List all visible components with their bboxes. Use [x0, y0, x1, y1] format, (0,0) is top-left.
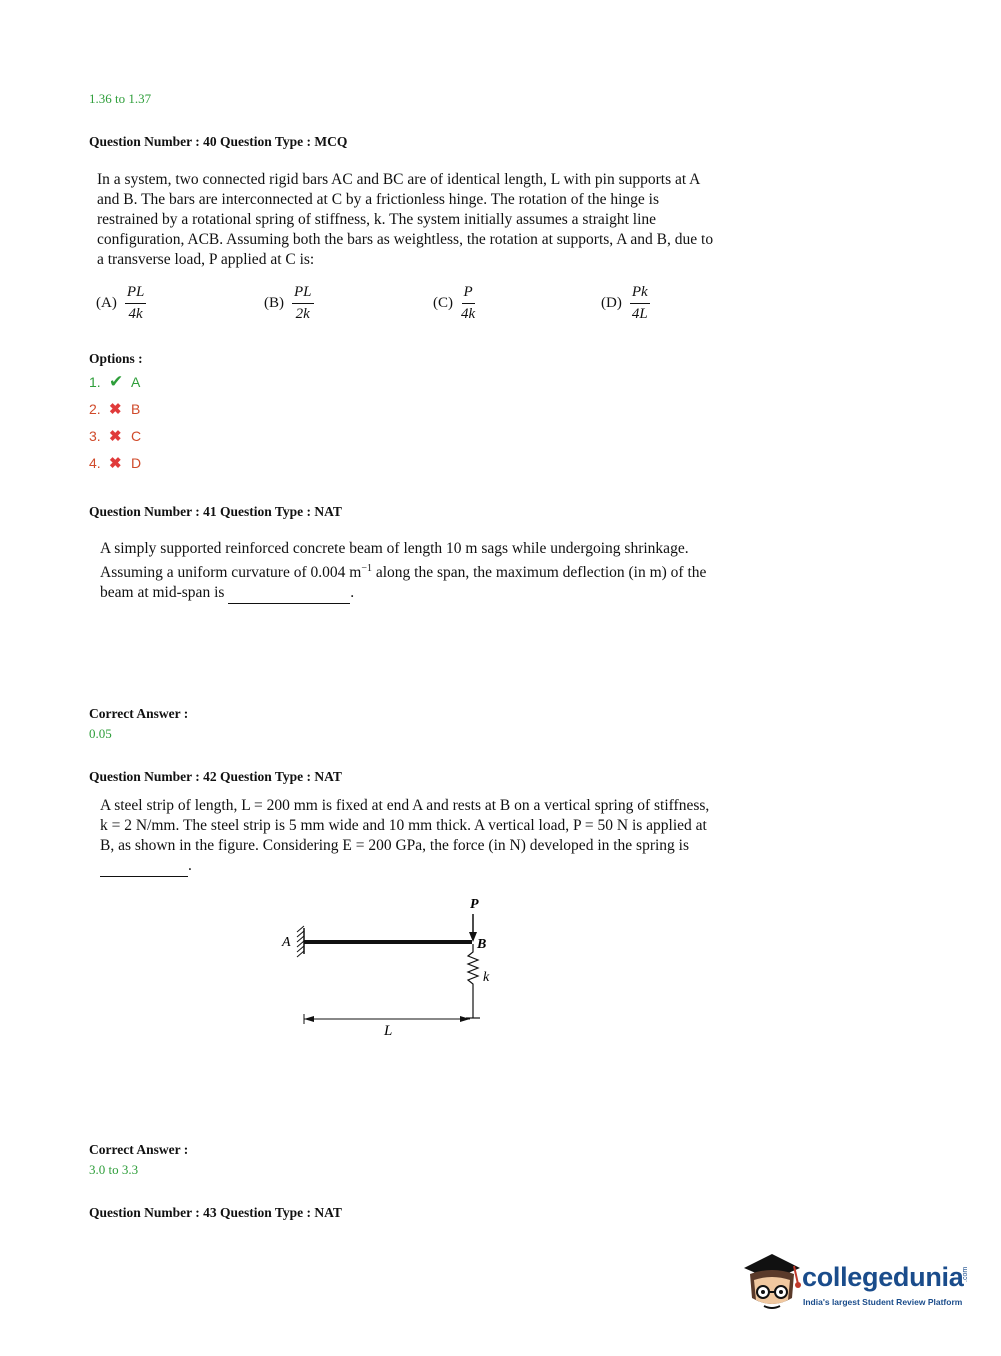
fraction-numerator: Pk	[630, 284, 650, 304]
q42-line-1: A steel strip of length, L = 200 mm is fixed at end A and rests at B on a vertical spring of stiffness,	[100, 797, 710, 814]
collegedunia-logo	[742, 1250, 982, 1320]
label-k: k	[483, 970, 490, 985]
answer-blank	[100, 856, 188, 877]
fraction-denominator: 4L	[631, 306, 648, 322]
q40-line-4: configuration, ACB. Assuming both the bars as weightless, the rotation at supports, A and B, due to	[97, 231, 714, 248]
cantilever-spring-figure	[270, 890, 510, 1040]
q42-text	[100, 796, 798, 877]
q40-text	[97, 170, 797, 270]
q42-header: Question Number : 42 Question Type : NAT	[89, 769, 342, 784]
check-icon: ✔	[109, 371, 124, 391]
q40-choice-a	[96, 284, 146, 323]
fraction-denominator: 2k	[295, 306, 310, 322]
choice-fraction	[125, 284, 147, 323]
brand-tagline: India's largest Student Review Platform	[803, 1297, 963, 1307]
q42-line-3: B, as shown in the figure. Considering E = 200 GPa, the force (in N) developed in the spring is	[100, 837, 690, 854]
q41-text	[100, 539, 798, 604]
q42-answer-value: 3.0 to 3.3	[89, 1162, 139, 1177]
q42-line-4-end: .	[188, 857, 192, 874]
option-number: 1.	[89, 373, 101, 390]
cross-icon: ✖	[109, 400, 122, 418]
q41-line-2b: along the span, the maximum deflection (in m) of the	[371, 564, 707, 582]
cross-icon: ✖	[109, 454, 122, 472]
options-list	[89, 368, 141, 476]
q41-line-3	[100, 583, 798, 604]
q41-line-1: A simply supported reinforced concrete beam of length 10 m sags while undergoing shrinkage.	[100, 540, 689, 557]
choice-label: (B)	[264, 295, 284, 311]
q41-header: Question Number : 41 Question Type : NAT	[89, 504, 342, 519]
option-row-4	[89, 449, 141, 476]
fraction-numerator: PL	[125, 284, 147, 304]
q42-line-4	[100, 856, 798, 877]
choice-fraction	[630, 284, 650, 323]
q41-line-2a: Assuming a uniform curvature of 0.004 m	[100, 564, 362, 582]
q41-line-3-text: beam at mid-span is	[100, 584, 225, 602]
label-b: B	[477, 937, 487, 952]
superscript: −1	[361, 563, 372, 574]
fraction-denominator: 4k	[461, 306, 476, 322]
q40-line-2: and B. The bars are interconnected at C by a frictionless hinge. The rotation of the hinge is	[97, 191, 659, 208]
fraction-numerator: P	[462, 284, 475, 304]
q40-choice-b	[264, 284, 314, 323]
choice-fraction	[292, 284, 314, 323]
options-label: Options :	[89, 351, 143, 366]
option-row-3	[89, 422, 141, 449]
label-a: A	[282, 935, 291, 950]
q40-choice-d	[601, 284, 650, 323]
q42-line-2: k = 2 N/mm. The steel strip is 5 mm wide and 10 mm thick. A vertical load, P = 50 N is applied at	[100, 817, 707, 834]
option-number: 4.	[89, 454, 101, 471]
q42-answer-label: Correct Answer :	[89, 1142, 189, 1157]
mascot-icon	[742, 1250, 802, 1316]
choice-label: (C)	[433, 295, 453, 311]
choice-label: (D)	[601, 295, 622, 311]
option-letter: D	[131, 454, 142, 471]
q43-header: Question Number : 43 Question Type : NAT	[89, 1205, 342, 1220]
option-letter: A	[131, 373, 141, 390]
option-row-1	[89, 368, 141, 395]
q41-answer-value: 0.05	[89, 726, 112, 741]
fraction-numerator: PL	[292, 284, 314, 304]
q40-choice-c	[433, 284, 475, 323]
load-arrow	[469, 914, 477, 942]
fraction-denominator: 4k	[128, 306, 143, 322]
q40-line-1: In a system, two connected rigid bars AC and BC are of identical length, L with pin supports at A	[97, 171, 701, 188]
q40-line-3: restrained by a rotational spring of stiffness, k. The system initially assumes a straight line	[97, 211, 657, 228]
choice-label: (A)	[96, 295, 117, 311]
label-l: L	[384, 1023, 393, 1039]
beam	[304, 940, 472, 944]
q40-line-5: a transverse load, P applied at C is:	[97, 251, 315, 268]
option-row-2	[89, 395, 141, 422]
option-letter: B	[131, 400, 141, 417]
q40-header: Question Number : 40 Question Type : MCQ	[89, 134, 348, 149]
label-p: P	[470, 897, 479, 912]
choice-fraction	[461, 284, 475, 323]
brand-suffix: .com	[962, 1266, 969, 1282]
previous-correct-answer: 1.36 to 1.37	[89, 91, 152, 106]
q41-answer-label: Correct Answer :	[89, 706, 189, 721]
q41-line-2	[100, 559, 798, 583]
option-letter: C	[131, 427, 142, 444]
cross-icon: ✖	[109, 427, 122, 445]
option-number: 2.	[89, 400, 101, 417]
answer-blank	[228, 583, 350, 604]
fixed-support	[297, 926, 304, 957]
brand-name: collegedunia	[802, 1262, 964, 1292]
q41-line-3-end: .	[350, 584, 355, 602]
spring-ground	[466, 992, 480, 1018]
option-number: 3.	[89, 427, 101, 444]
